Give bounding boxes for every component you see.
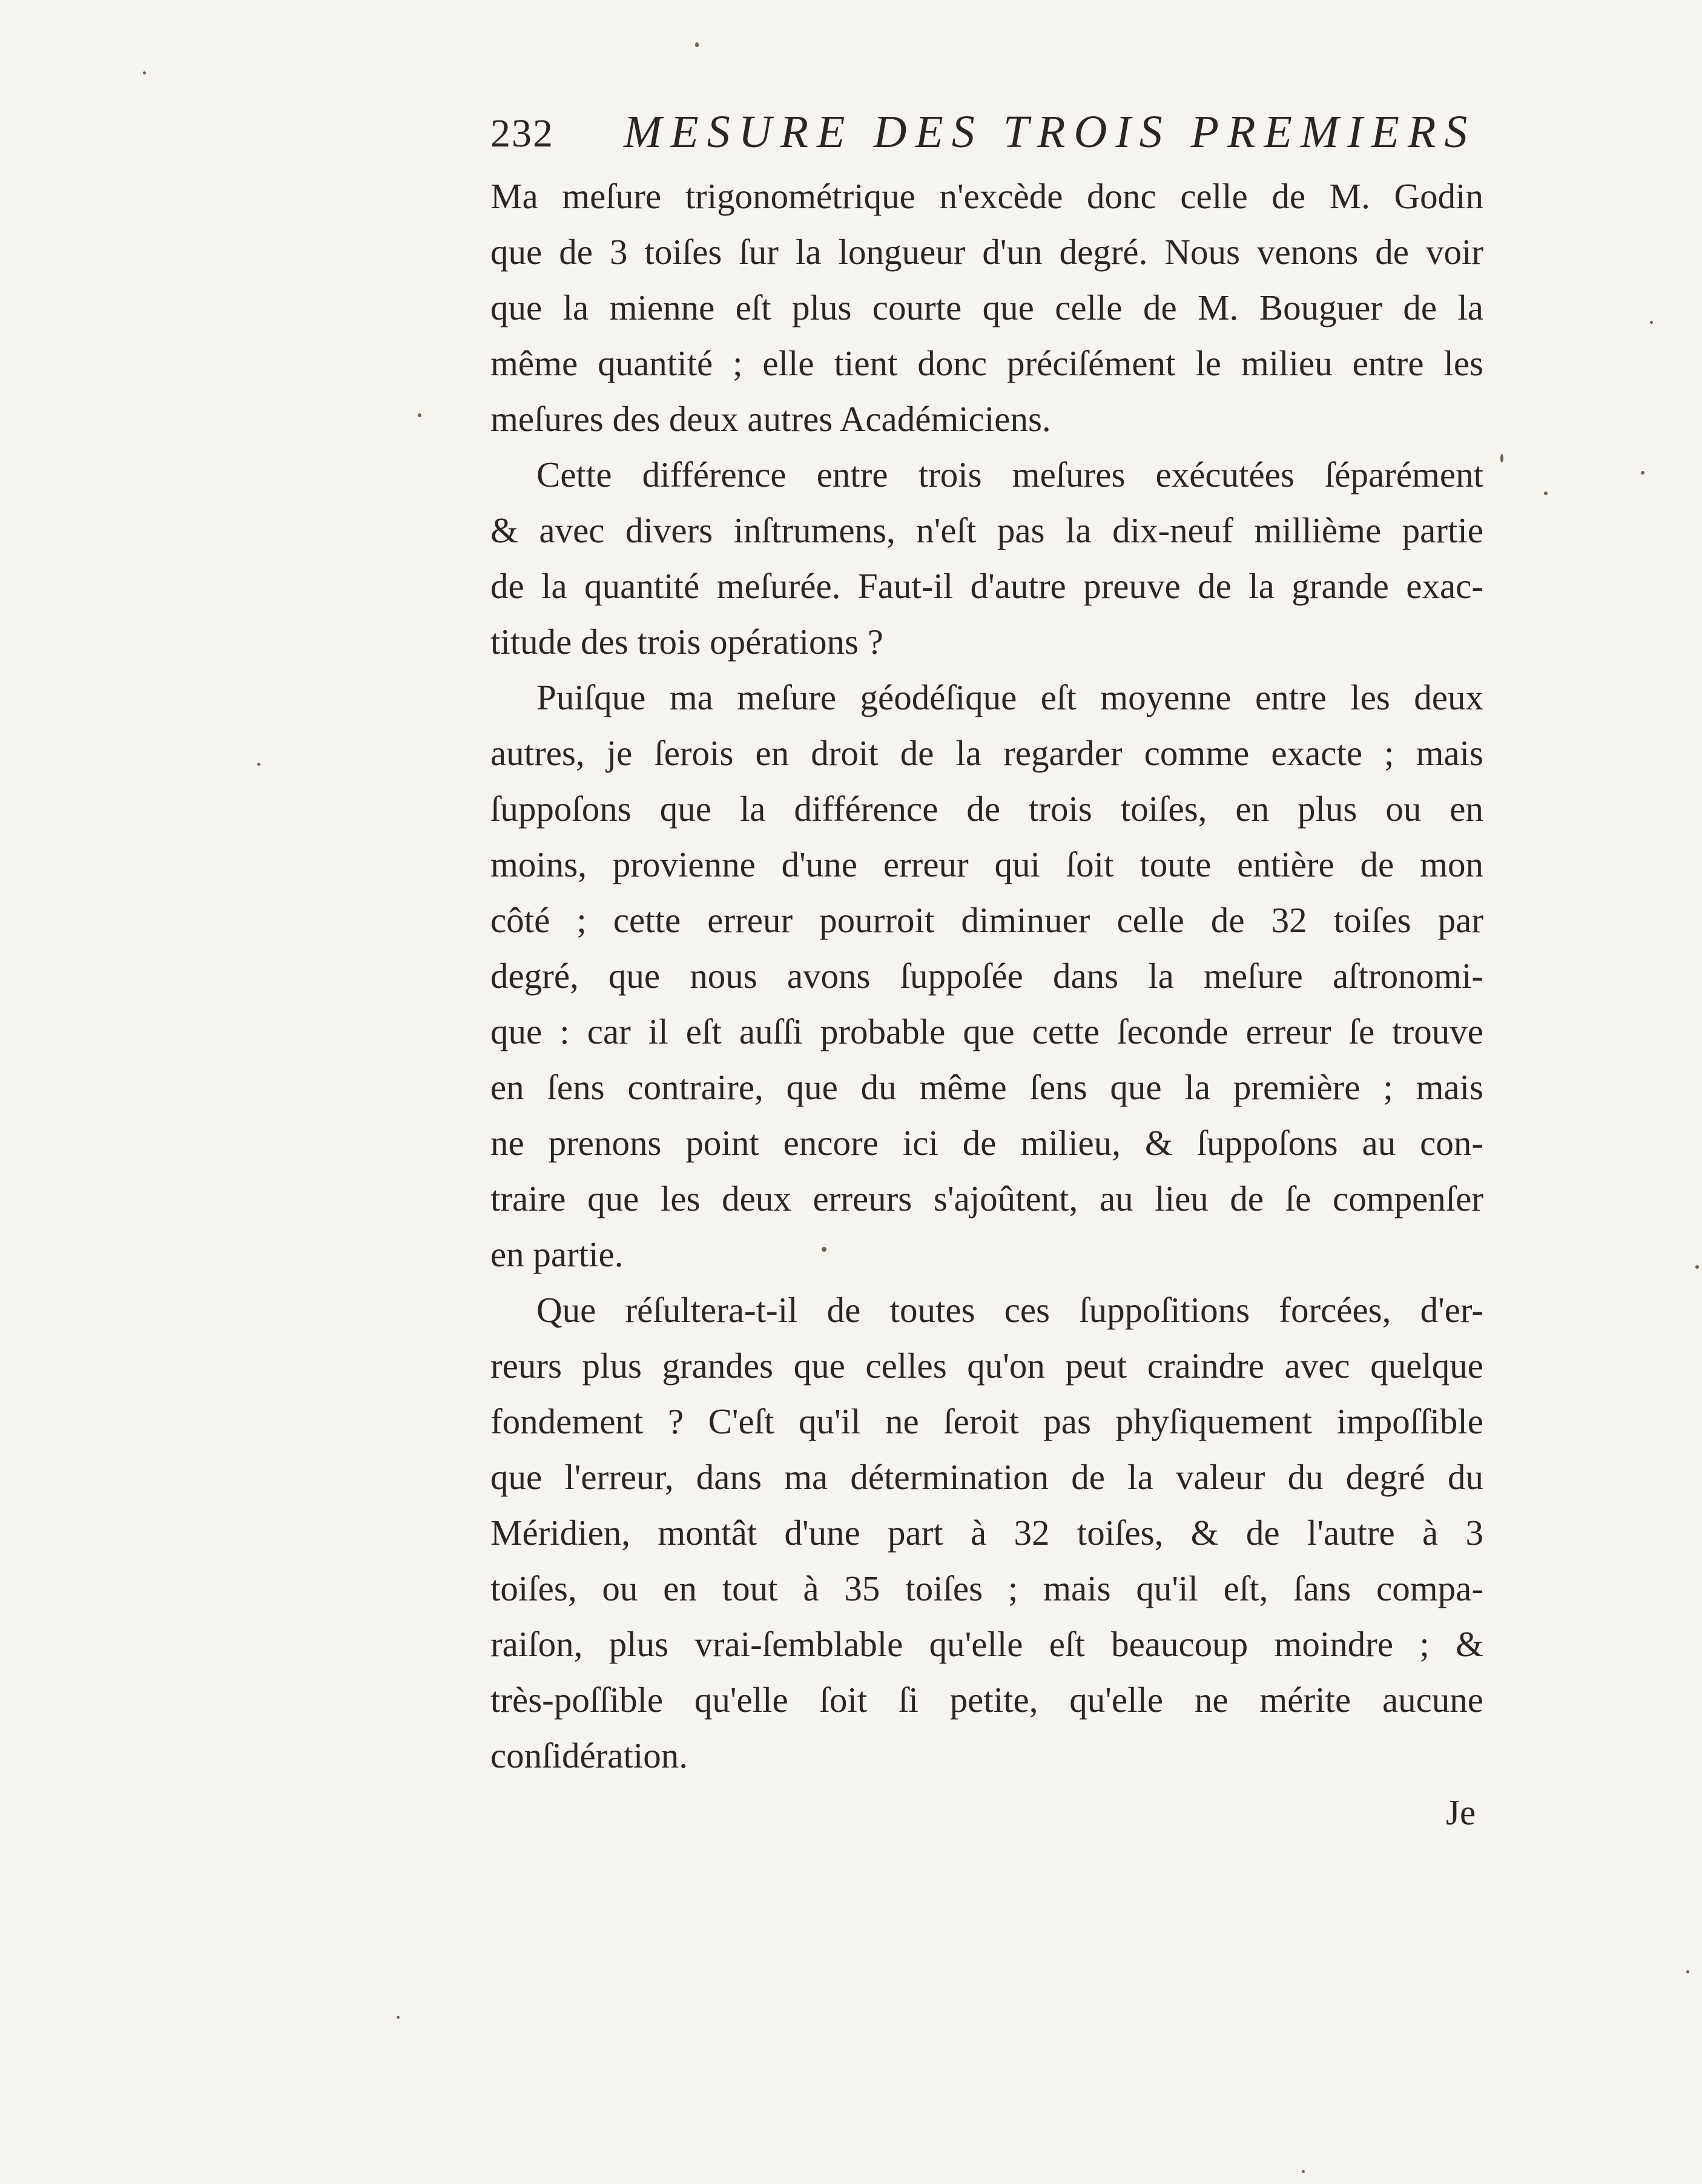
paper-speck xyxy=(397,2016,400,2019)
text-line: meſures des deux autres Académiciens. xyxy=(490,399,1051,439)
text-line: même quantité ; elle tient donc préciſément le milieu entre les xyxy=(490,343,1483,383)
text-line: Méridien, montât d'une part à 32 toiſes, & de l'autre à 3 xyxy=(490,1513,1483,1553)
text-line: moins, provienne d'une erreur qui ſoit toute entière de mon xyxy=(490,844,1483,884)
text-line: très-poſſible qu'elle ſoit ſi petite, qu'elle ne mérite aucune xyxy=(490,1680,1483,1720)
text-line: Cette différence entre trois meſures exécutées ſéparément xyxy=(536,455,1483,495)
text-line: titude des trois opérations ? xyxy=(490,622,883,662)
page-number: 232 xyxy=(490,111,554,156)
text-line: traire que les deux erreurs s'ajoûtent, au lieu de ſe compenſer xyxy=(490,1179,1483,1219)
catchword: Je xyxy=(1446,1792,1476,1832)
paper-speck xyxy=(1686,1970,1689,1973)
paper-speck xyxy=(695,42,699,47)
text-line: degré, que nous avons ſuppoſée dans la meſure aſtronomi- xyxy=(490,956,1483,996)
text-line: fondement ? C'eſt qu'il ne ſeroit pas phyſiquement impoſſible xyxy=(490,1401,1483,1441)
paper-speck xyxy=(822,1247,826,1252)
text-line: de la quantité meſurée. Faut-il d'autre preuve de la grande exac- xyxy=(490,566,1483,606)
paper-speck xyxy=(1500,454,1503,462)
text-line: Que réſultera-t-il de toutes ces ſuppoſitions forcées, d'er- xyxy=(536,1290,1483,1330)
text-line: Ma meſure trigonométrique n'excède donc celle de M. Godin xyxy=(490,176,1483,216)
text-line: en ſens contraire, que du même ſens que la première ; mais xyxy=(490,1067,1483,1107)
paper-speck xyxy=(1302,2170,1305,2173)
paper-speck xyxy=(418,413,421,417)
text-line: toiſes, ou en tout à 35 toiſes ; mais qu'il eſt, ſans compa- xyxy=(490,1568,1483,1608)
paper-speck xyxy=(1544,492,1548,495)
text-line: ne prenons point encore ici de milieu, & ſuppoſons au con- xyxy=(490,1123,1483,1163)
running-head: MESURE DES TROIS PREMIERS xyxy=(624,107,1476,157)
text-line: en partie. xyxy=(490,1234,624,1274)
paper-speck xyxy=(143,71,146,74)
text-line: ſuppoſons que la différence de trois toiſes, en plus ou en xyxy=(490,789,1483,829)
page-header xyxy=(490,100,1476,166)
text-line: que l'erreur, dans ma détermination de la valeur du degré du xyxy=(490,1457,1483,1497)
text-line: reurs plus grandes que celles qu'on peut craindre avec quelque xyxy=(490,1346,1483,1386)
text-line: côté ; cette erreur pourroit diminuer celle de 32 toiſes par xyxy=(490,900,1483,940)
body-text xyxy=(490,168,1483,1783)
paper-speck xyxy=(1650,321,1653,324)
text-line: que de 3 toiſes ſur la longueur d'un degré. Nous venons de voir xyxy=(490,232,1483,272)
text-line: Puiſque ma meſure géodéſique eſt moyenne entre les deux xyxy=(536,677,1483,717)
text-line: conſidération. xyxy=(490,1735,688,1775)
text-line: & avec divers inſtrumens, n'eſt pas la dix-neuf millième partie xyxy=(490,510,1483,550)
paper-speck xyxy=(1695,1265,1699,1269)
text-line: autres, je ſerois en droit de la regarder comme exacte ; mais xyxy=(490,733,1483,773)
paper-speck xyxy=(257,763,260,766)
text-line: que la mienne eſt plus courte que celle de M. Bouguer de la xyxy=(490,288,1483,327)
text-line: que : car il eſt auſſi probable que cette ſeconde erreur ſe trouve xyxy=(490,1011,1483,1051)
paper-speck xyxy=(1641,471,1644,475)
text-line: raiſon, plus vrai-ſemblable qu'elle eſt beaucoup moindre ; & xyxy=(490,1624,1483,1664)
